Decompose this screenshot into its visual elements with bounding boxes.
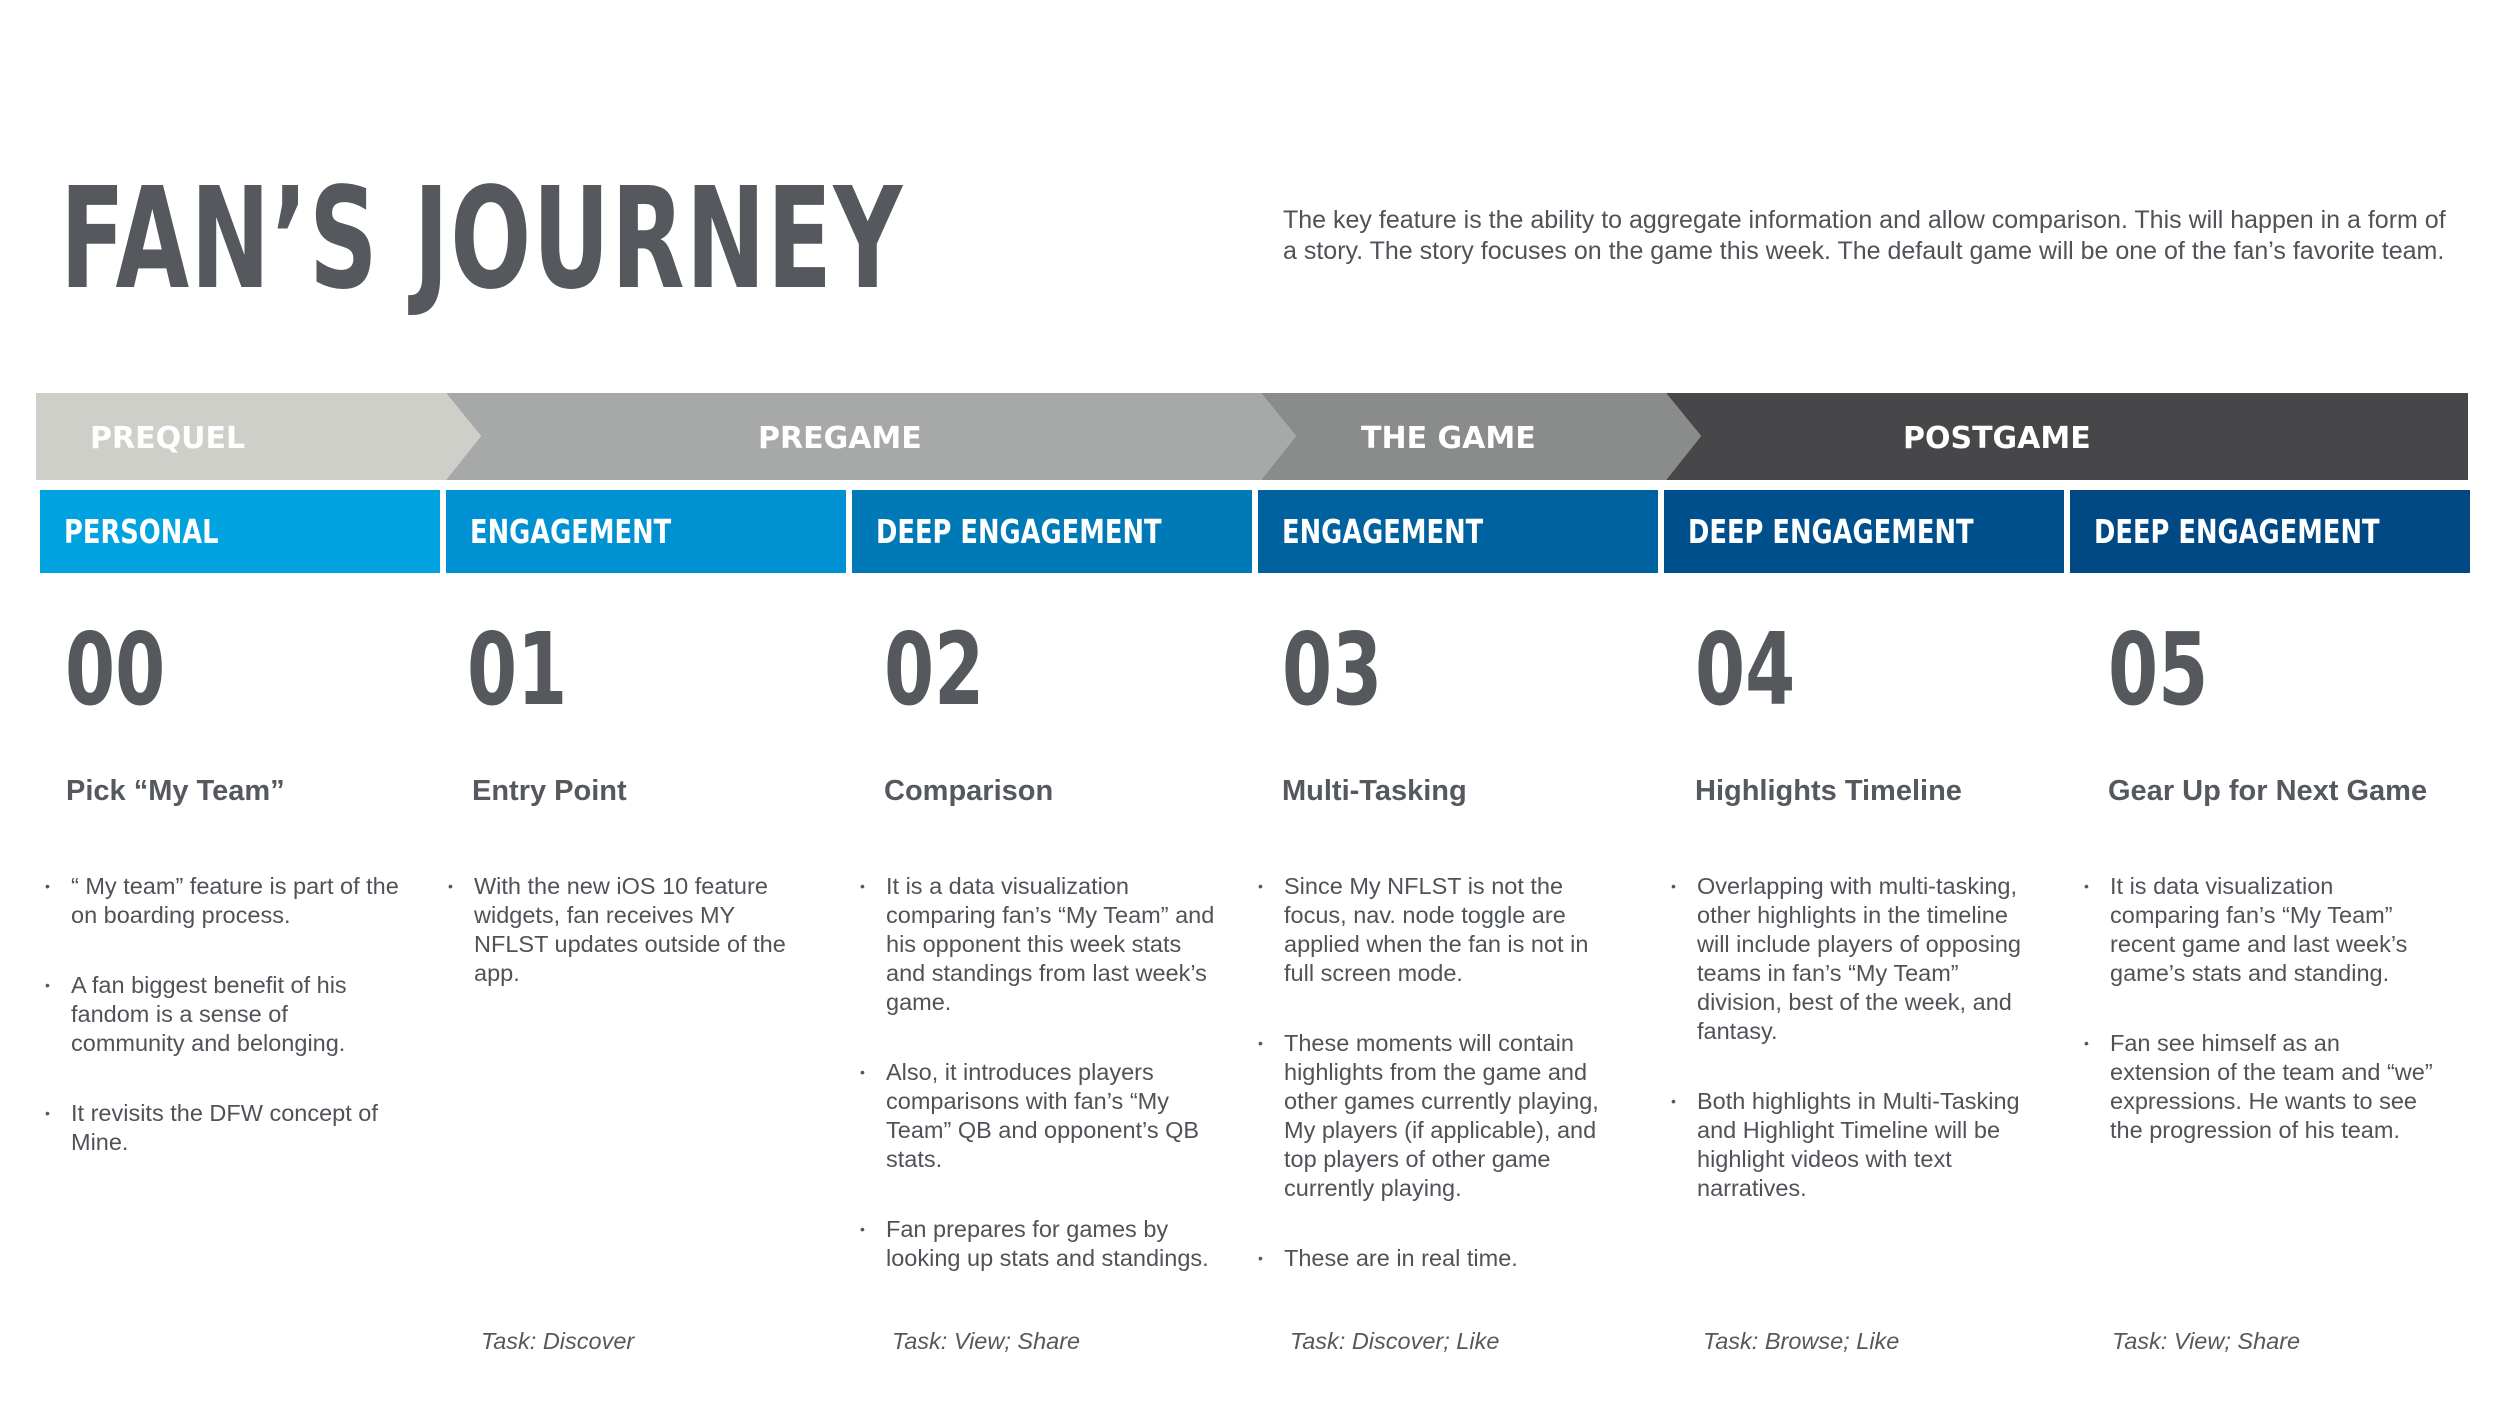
step-title: Comparison — [884, 775, 1054, 807]
phase-label-prequel: PREQUEL — [90, 421, 246, 456]
bullet-item: • It is a data visualization comparing fan’s “My Team” and his opponent this week stats and standings from last week’s game. — [860, 872, 1220, 1017]
bullet-item: • Fan see himself as an extension of the team and “we” expressions. He wants to see the progression of his team. — [2084, 1029, 2444, 1145]
phase-label-postgame: POSTGAME — [1903, 421, 2091, 456]
bullet-item: • It is data visualization comparing fan’s “My Team” recent game and last week’s game’s stats and standing. — [2084, 872, 2444, 988]
bullet-item: • It revisits the DFW concept of Mine. — [45, 1099, 405, 1157]
page-title: FAN’S JOURNEY — [60, 158, 904, 321]
step-bullets — [860, 872, 1220, 1314]
task-label: Task: View; Share — [2112, 1328, 2301, 1354]
step-title: Multi-Tasking — [1282, 775, 1467, 807]
step-title: Entry Point — [472, 775, 627, 807]
step-bullets — [1671, 872, 2031, 1244]
bullet-item: • Overlapping with multi-tasking, other highlights in the timeline will include players of opposing teams in fan’s “My Team” division, best of the week, and fantasy. — [1671, 872, 2031, 1046]
task-label: Task: Discover — [481, 1328, 635, 1354]
task-label: Task: View; Share — [892, 1328, 1081, 1354]
phase-label-pregame: PREGAME — [758, 421, 922, 456]
bullet-item: • Fan prepares for games by looking up stats and standings. — [860, 1215, 1220, 1273]
engagement-label-4: DEEP ENGAGEMENT — [1664, 490, 2064, 573]
engagement-label-3: ENGAGEMENT — [1258, 490, 1658, 573]
phase-label-the-game: THE GAME — [1361, 421, 1536, 456]
task-label: Task: Browse; Like — [1703, 1328, 1900, 1354]
task-label: Task: Discover; Like — [1290, 1328, 1500, 1354]
bullet-item: • A fan biggest benefit of his fandom is a sense of community and belonging. — [45, 971, 405, 1058]
step-number: 00 — [65, 611, 166, 728]
bullet-item: • These are in real time. — [1258, 1244, 1618, 1273]
step-number: 04 — [1695, 611, 1796, 728]
engagement-label-2: DEEP ENGAGEMENT — [852, 490, 1252, 573]
step-number: 01 — [467, 611, 568, 728]
step-number: 05 — [2108, 611, 2209, 728]
step-number: 03 — [1282, 611, 1383, 728]
bullet-item: • These moments will contain highlights from the game and other games currently playing, My players (if applicable), and top players of other game currently playing. — [1258, 1029, 1618, 1203]
step-number: 02 — [884, 611, 985, 728]
engagement-label-5: DEEP ENGAGEMENT — [2070, 490, 2470, 573]
step-title: Pick “My Team” — [66, 775, 285, 807]
step-title: Gear Up for Next Game — [2108, 775, 2428, 807]
step-bullets — [1258, 872, 1618, 1314]
step-title: Highlights Timeline — [1695, 775, 1962, 807]
intro-text: The key feature is the ability to aggregate information and allow comparison. This will happen in a form of a story. The story focuses on the game this week. The default game will be one of the fan’s favorite team. — [1283, 206, 2446, 265]
bullet-item: • Since My NFLST is not the focus, nav. node toggle are applied when the fan is not in full screen mode. — [1258, 872, 1618, 988]
bullet-item: • Also, it introduces players comparisons with fan’s “My Team” QB and opponent’s QB stats. — [860, 1058, 1220, 1174]
step-bullets — [2084, 872, 2444, 1186]
engagement-label-1: ENGAGEMENT — [446, 490, 846, 573]
bullet-item: • “ My team” feature is part of the on boarding process. — [45, 872, 405, 930]
step-bullets — [448, 872, 808, 1029]
bullet-item: • With the new iOS 10 feature widgets, fan receives MY NFLST updates outside of the app. — [448, 872, 808, 988]
step-bullets — [45, 872, 405, 1198]
engagement-label-0: PERSONAL — [40, 490, 440, 573]
bullet-item: • Both highlights in Multi-Tasking and Highlight Timeline will be highlight videos with text narratives. — [1671, 1087, 2031, 1203]
phase-bar — [36, 393, 2468, 480]
